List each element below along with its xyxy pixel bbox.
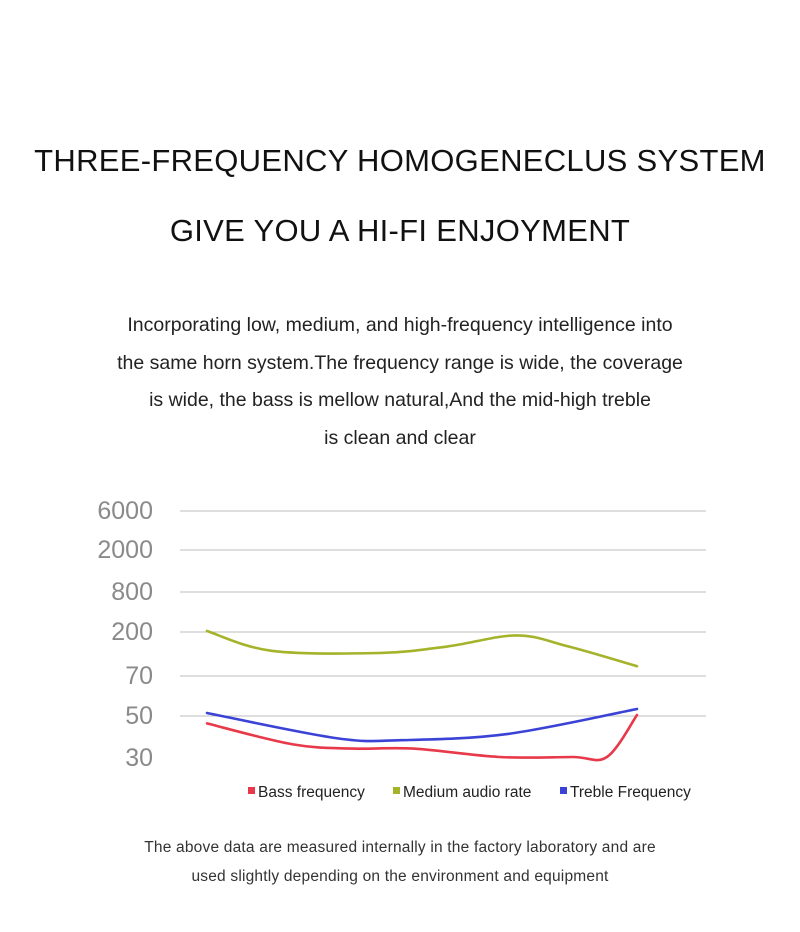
description-line: is clean and clear	[324, 426, 476, 449]
description	[60, 307, 740, 457]
y-tick-label: 800	[111, 578, 153, 606]
legend-label: Treble Frequency	[570, 784, 691, 801]
description-line: is wide, the bass is mellow natural,And the mid-high treble	[149, 389, 651, 411]
title-line-2: GIVE YOU A HI-FI ENJOYMENT	[169, 213, 631, 248]
y-tick-label: 200	[111, 618, 153, 646]
grid-lines	[180, 511, 706, 716]
description-line: Incorporating low, medium, and high-frequency intelligence into	[127, 314, 673, 336]
frequency-chart	[0, 480, 800, 810]
footnote-line-1: The above data are measured internally in the factory laboratory and are	[144, 839, 656, 856]
legend-label: Medium audio rate	[403, 784, 532, 801]
legend-label: Bass frequency	[258, 784, 365, 801]
legend-swatch	[248, 787, 255, 794]
title-line-1: THREE-FREQUENCY HOMOGENECLUS SYSTEM	[34, 143, 766, 178]
y-tick-label: 50	[125, 702, 153, 730]
footnote	[40, 833, 760, 891]
y-tick-label: 30	[125, 744, 153, 772]
y-tick-label: 6000	[97, 497, 153, 525]
series-lines	[207, 631, 637, 760]
series-line-medium-audio-rate	[207, 631, 637, 666]
description-line: the same horn system.The frequency range is wide, the coverage	[117, 351, 683, 374]
legend	[248, 784, 691, 801]
legend-swatch	[393, 787, 400, 794]
series-line-treble-frequency	[207, 709, 637, 741]
y-tick-labels	[97, 497, 153, 772]
y-tick-label: 2000	[97, 536, 153, 564]
legend-swatch	[560, 787, 567, 794]
footnote-line-2: used slightly depending on the environment and equipment	[191, 868, 609, 885]
y-tick-label: 70	[125, 662, 153, 690]
